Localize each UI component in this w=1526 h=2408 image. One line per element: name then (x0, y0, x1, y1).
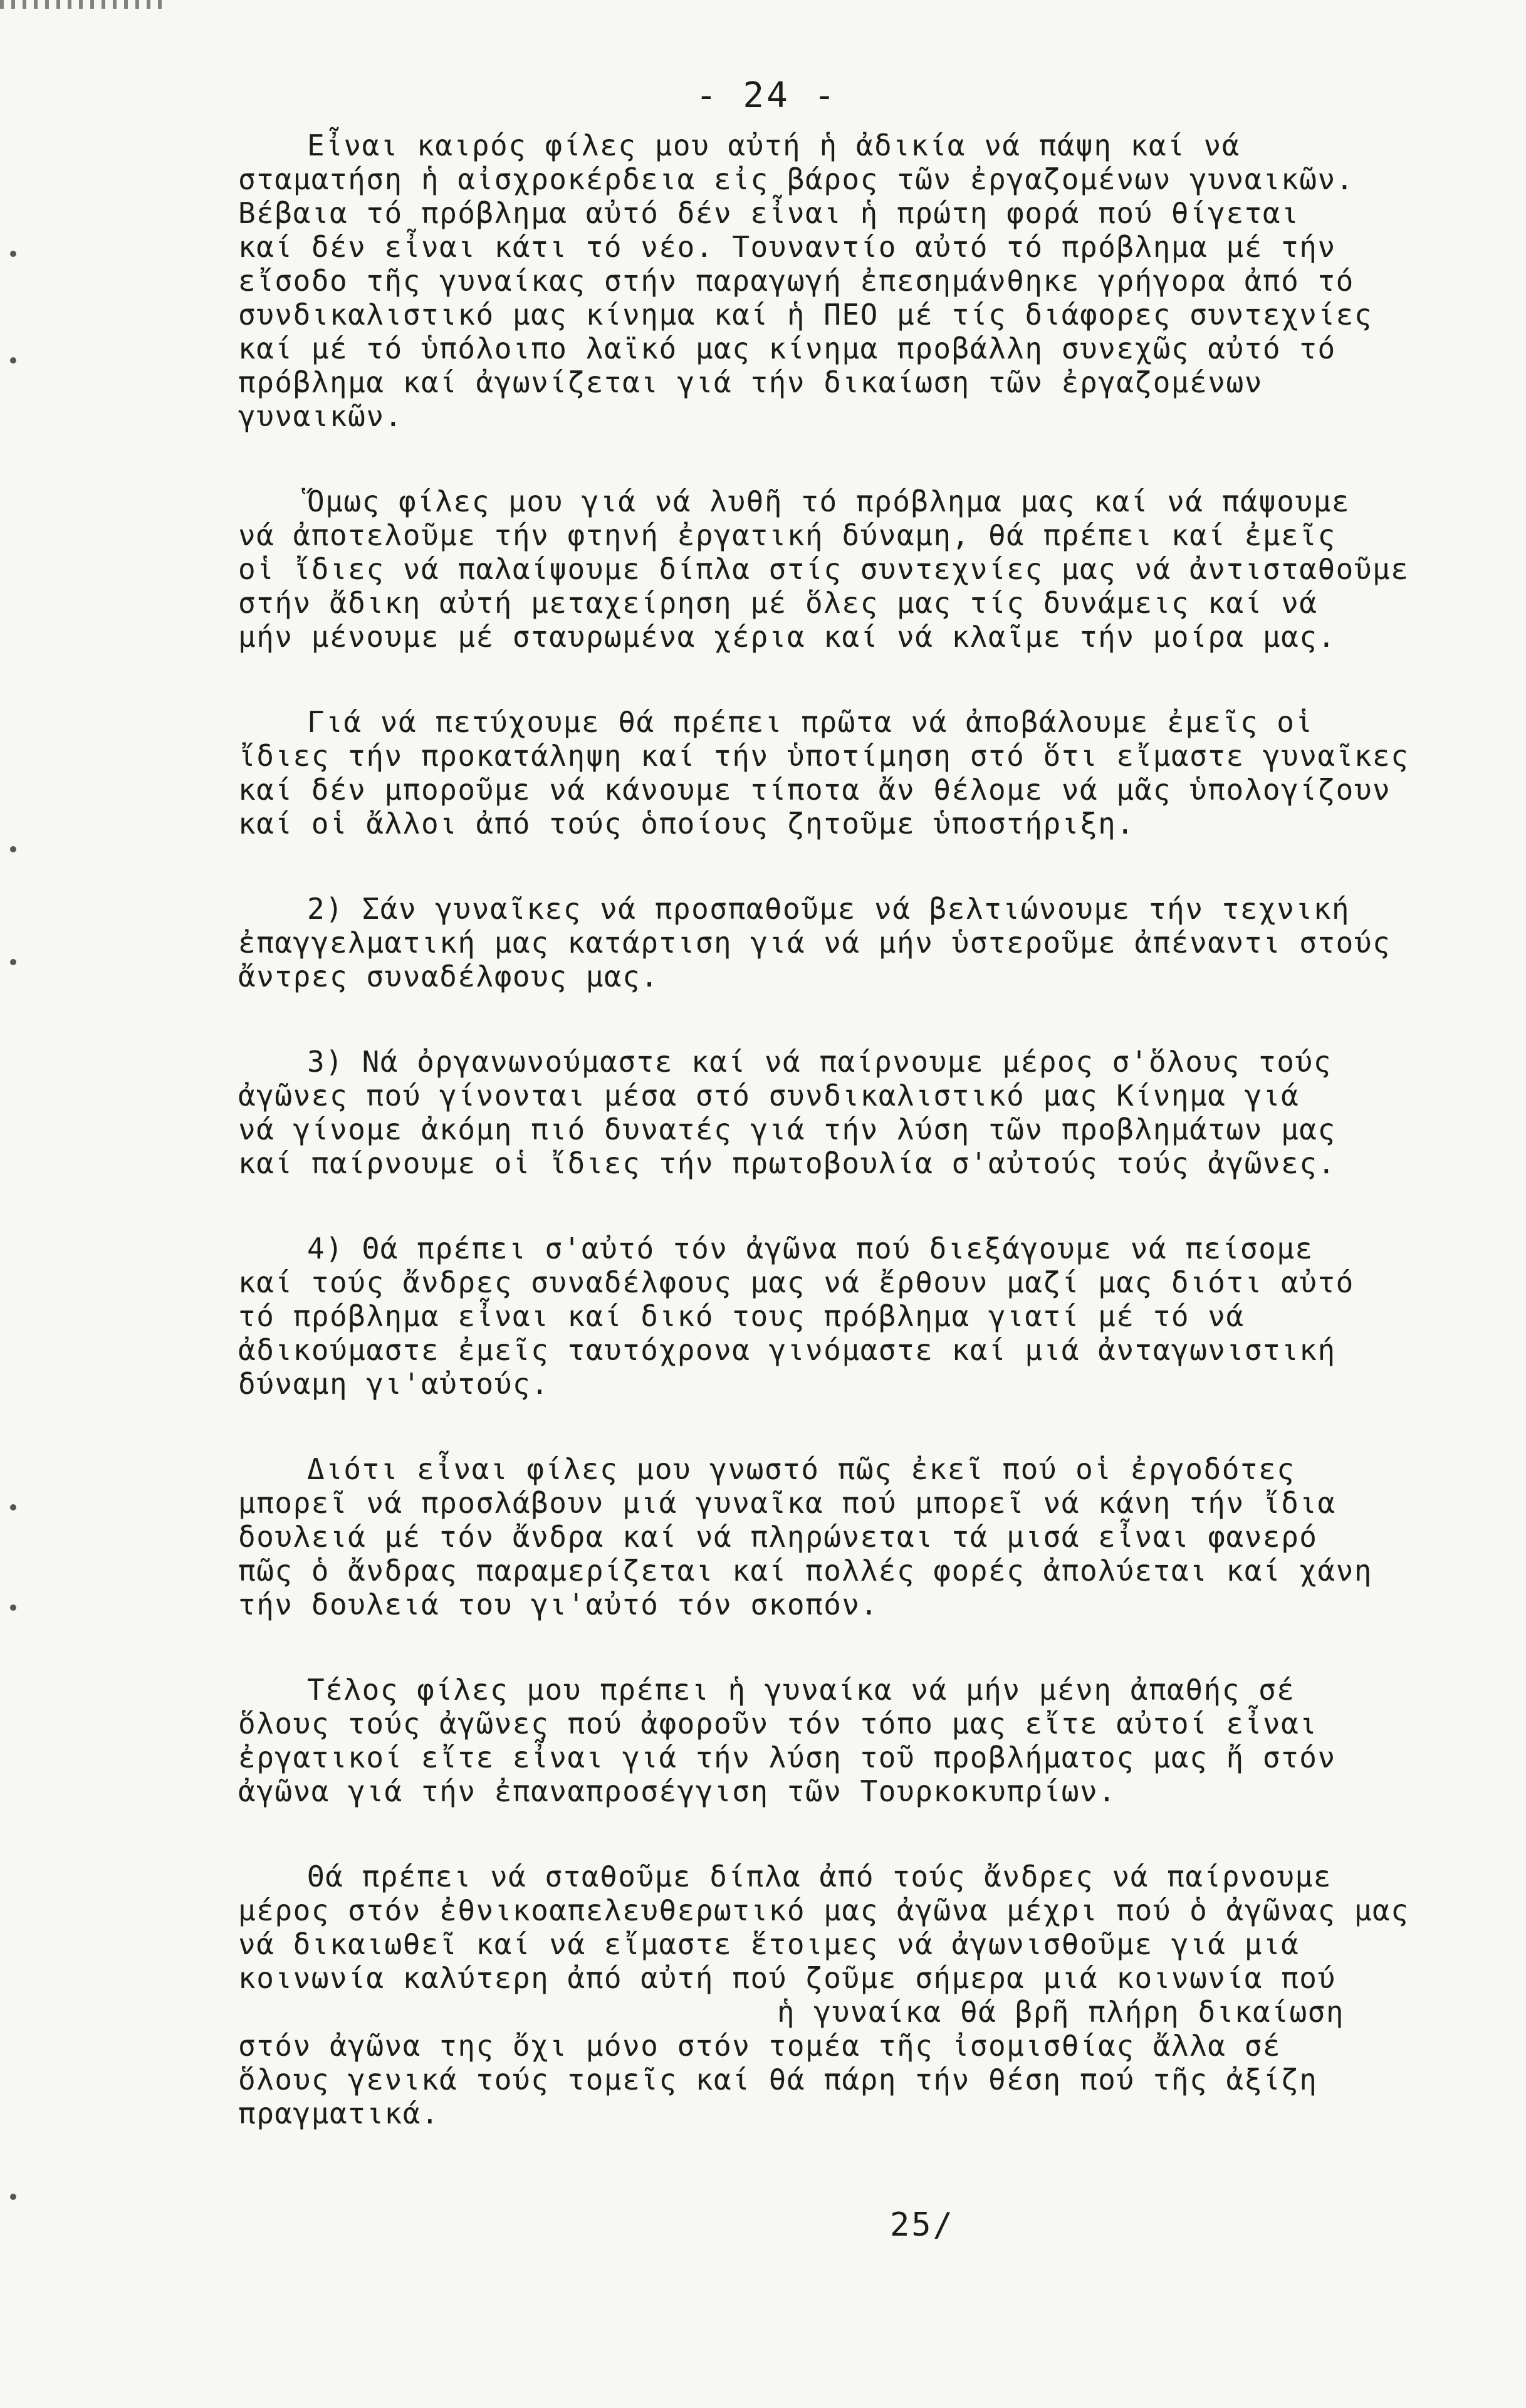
body-text (238, 128, 1416, 2182)
paragraph-7 (238, 1452, 1416, 1621)
text-line: ἡ γυναίκα θά βρῆ πλήρη δικαίωση (777, 1995, 1345, 2029)
text-line: οἱ ἴδιες νά παλαίψουμε δίπλα στίς συντεχνίες μας νά ἀντισταθοῦμε (238, 552, 1409, 586)
text-line: νά δικαιωθεῖ καί νά εἴμαστε ἕτοιμες νά ἀγωνισθοῦμε γιά μιά (238, 1927, 1300, 1961)
paragraph-point-3 (238, 1045, 1416, 1180)
text-line: ἐργατικοί εἴτε εἶναι γιά τήν λύση τοῦ προβλήματος μας ἤ στόν (238, 1741, 1336, 1774)
text-line: Ὅμως φίλες μου γιά νά λυθῆ τό πρόβλημα μας καί νά πάψουμε (307, 484, 1351, 518)
page-number: - 24 - (696, 75, 838, 116)
paragraph-3 (238, 705, 1416, 840)
text-line: εἴσοδο τῆς γυναίκας στήν παραγωγή ἐπεσημάνθηκε γρήγορα ἀπό τό (238, 264, 1354, 298)
punch-hole-mark (10, 357, 16, 364)
text-line: σταματήση ἡ αἰσχροκέρδεια εἰς βάρος τῶν ἐργαζομένων γυναικῶν. (238, 162, 1354, 196)
text-line: τήν δουλειά του γι'αὐτό τόν σκοπόν. (238, 1588, 879, 1621)
text-line: τό πρόβλημα εἶναι καί δικό τους πρόβλημα γιατί μέ τό νά (238, 1299, 1245, 1333)
text-line: μπορεῖ νά προσλάβουν μιά γυναῖκα πού μπορεῖ νά κάνη τήν ἴδια (238, 1486, 1336, 1520)
text-line: ὅλους γενικά τούς τομεῖς καί θά πάρη τήν θέση πού τῆς ἀξίζη (238, 2063, 1318, 2097)
text-line: νά γίνομε ἀκόμη πιό δυνατές γιά τήν λύση τῶν προβλημάτων μας (238, 1112, 1336, 1146)
text-line: δουλειά μέ τόν ἄνδρα καί νά πληρώνεται τά μισά εἶναι φανερό (238, 1520, 1318, 1554)
text-line: 3) Νά ὀργανωνούμαστε καί νά παίρνουμε μέρος σ'ὅλους τούς (307, 1045, 1332, 1079)
text-line: καί δέν εἶναι κάτι τό νέο. Τουναντίο αὐτό τό πρόβλημα μέ τήν (238, 230, 1336, 264)
text-line: νά ἀποτελοῦμε τήν φτηνή ἐργατική δύναμη, θά πρέπει καί ἐμεῖς (238, 518, 1336, 552)
text-line: 2) Σάν γυναῖκες νά προσπαθοῦμε νά βελτιώνουμε τήν τεχνική (307, 892, 1351, 926)
paragraph-2 (238, 484, 1416, 654)
text-line: μήν μένουμε μέ σταυρωμένα χέρια καί νά κλαῖμε τήν μοίρα μας. (238, 620, 1336, 654)
text-line: πῶς ὁ ἄνδρας παραμερίζεται καί πολλές φορές ἀπολύεται καί χάνη (238, 1554, 1373, 1588)
next-page-marker: 25/ (890, 2206, 954, 2244)
punch-hole-mark (10, 251, 16, 257)
text-line: 4) Θά πρέπει σ'αὐτό τόν ἀγῶνα πού διεξάγουμε νά πείσομε (307, 1232, 1314, 1265)
text-line: καί μέ τό ὑπόλοιπο λαϊκό μας κίνημα προβάλλη συνεχῶς αὐτό τό (238, 332, 1336, 365)
text-line: καί τούς ἄνδρες συναδέλφους μας νά ἔρθουν μαζί μας διότι αὐτό (238, 1265, 1354, 1299)
text-line: στόν ἀγῶνα της ὄχι μόνο στόν τομέα τῆς ἰσομισθίας ἄλλα σέ (238, 2029, 1282, 2063)
punch-hole-mark (10, 2194, 16, 2200)
text-line: στήν ἄδικη αὐτή μεταχείρηση μέ ὅλες μας τίς δυνάμεις καί νά (238, 586, 1318, 620)
text-line: Γιά νά πετύχουμε θά πρέπει πρῶτα νά ἀποβάλουμε ἐμεῖς οἱ (307, 705, 1314, 739)
text-line: μέρος στόν ἐθνικοαπελευθερωτικό μας ἀγῶνα μέχρι πού ὁ ἀγῶνας μας (238, 1893, 1409, 1927)
text-line: δύναμη γι'αὐτούς. (238, 1367, 550, 1401)
paragraph-8 (238, 1673, 1416, 1808)
text-line: Βέβαια τό πρόβλημα αὐτό δέν εἶναι ἡ πρώτη φορά πού θίγεται (238, 196, 1300, 230)
text-line: ἐπαγγελματική μας κατάρτιση γιά νά μήν ὑστεροῦμε ἀπέναντι στούς (238, 926, 1391, 960)
text-line: ἴδιες τήν προκατάληψη καί τήν ὑποτίμηση στό ὅτι εἴμαστε γυναῖκες (238, 739, 1409, 773)
text-line: συνδικαλιστικό μας κίνημα καί ἡ ΠΕΟ μέ τίς διάφορες συντεχνίες (238, 298, 1373, 332)
text-line: ὅλους τούς ἀγῶνες πού ἀφοροῦν τόν τόπο μας εἴτε αὐτοί εἶναι (238, 1707, 1318, 1741)
punch-hole-mark (10, 1604, 16, 1611)
text-line: καί οἱ ἄλλοι ἀπό τούς ὁποίους ζητοῦμε ὑποστήριξη. (238, 807, 1135, 840)
text-line: κοινωνία καλύτερη ἀπό αὐτή πού ζοῦμε σήμερα μιά κοινωνία πού (238, 1961, 1336, 1995)
paragraph-9 (238, 1860, 1416, 2130)
paragraph-1 (238, 128, 1416, 433)
text-line: ἀγῶνα γιά τήν ἐπαναπροσέγγιση τῶν Τουρκοκυπρίων. (238, 1774, 1117, 1808)
paragraph-point-4 (238, 1232, 1416, 1401)
text-line: Τέλος φίλες μου πρέπει ἡ γυναίκα νά μήν μένη ἀπαθής σέ (307, 1673, 1295, 1707)
text-line: πραγματικά. (238, 2097, 440, 2130)
text-line: Εἶναι καιρός φίλες μου αὐτή ἡ ἀδικία νά πάψη καί νά (307, 128, 1240, 162)
punch-hole-mark (10, 1504, 16, 1510)
text-line: Διότι εἶναι φίλες μου γνωστό πῶς ἐκεῖ πού οἱ ἐργοδότες (307, 1452, 1295, 1486)
paragraph-point-2 (238, 892, 1416, 993)
punch-hole-mark (10, 846, 16, 852)
text-line: Θά πρέπει νά σταθοῦμε δίπλα ἀπό τούς ἄνδρες νά παίρνουμε (307, 1860, 1332, 1893)
text-line: ἀγῶνες πού γίνονται μέσα στό συνδικαλιστικό μας Κίνημα γιά (238, 1079, 1300, 1112)
text-line: καί δέν μποροῦμε νά κάνουμε τίποτα ἄν θέλομε νά μᾶς ὑπολογίζουν (238, 773, 1391, 807)
text-line: καί παίρνουμε οἱ ἴδιες τήν πρωτοβουλία σ'αὐτούς τούς ἀγῶνες. (238, 1146, 1336, 1180)
text-line: πρόβλημα καί ἀγωνίζεται γιά τήν δικαίωση τῶν ἐργαζομένων (238, 365, 1263, 399)
punch-hole-mark (10, 959, 16, 965)
text-line: γυναικῶν. (238, 399, 403, 433)
text-line: ἀδικούμαστε ἐμεῖς ταυτόχρονα γινόμαστε καί μιά ἀνταγωνιστική (238, 1333, 1336, 1367)
text-line: ἄντρες συναδέλφους μας. (238, 960, 659, 993)
scan-noise (0, 0, 163, 9)
